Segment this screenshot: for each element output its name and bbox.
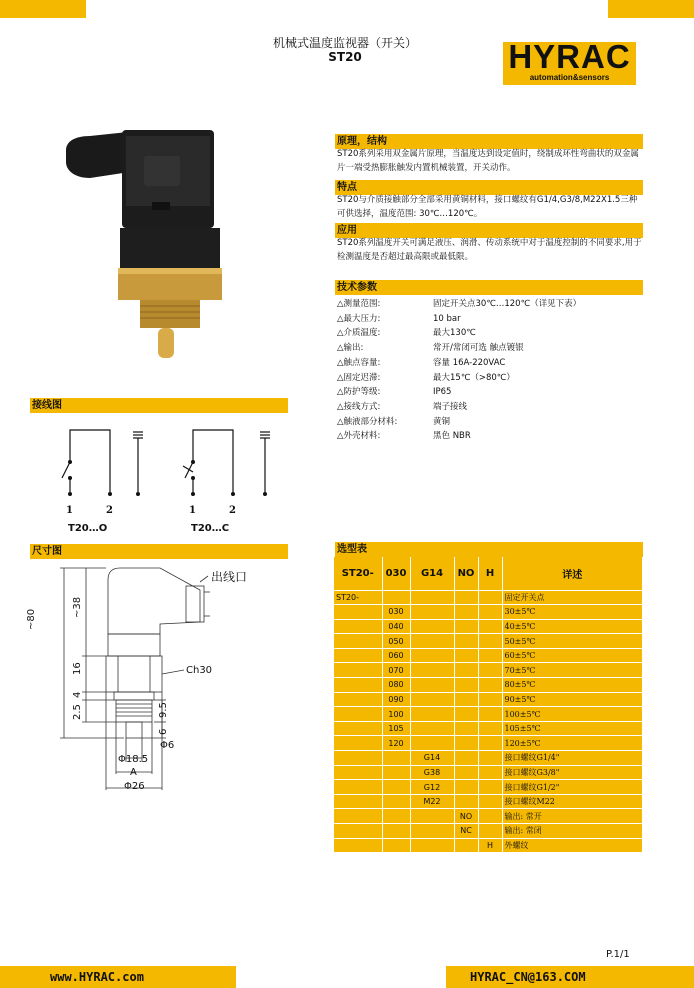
- table-cell: [382, 590, 410, 605]
- table-cell: [478, 605, 502, 620]
- application-heading: 应用: [335, 223, 643, 238]
- page-number: P.1/1: [606, 949, 630, 960]
- table-cell: [334, 663, 382, 678]
- table-cell: [454, 692, 478, 707]
- table-cell: 100±5℃: [502, 707, 643, 722]
- table-cell: [334, 678, 382, 693]
- table-cell: [454, 736, 478, 751]
- table-cell: [334, 692, 382, 707]
- table-cell: 090: [382, 692, 410, 707]
- spec-value: 黑色 NBR: [433, 431, 471, 442]
- table-cell: [410, 590, 454, 605]
- table-row: [334, 634, 643, 649]
- footer-right: [446, 966, 694, 988]
- table-cell: [478, 648, 502, 663]
- spec-value: 黄铜: [433, 416, 451, 427]
- spec-row: [337, 385, 637, 400]
- table-cell: [410, 809, 454, 824]
- table-row: [334, 707, 643, 722]
- footer-email[interactable]: HYRAC_CN@163.COM: [470, 970, 586, 984]
- table-cell: [478, 707, 502, 722]
- table-row: [334, 619, 643, 634]
- principle-text: ST20系列采用双金属片原理，当温度达到设定值时，绕制成环性弯曲状的双金属片一端受热膨胀触发内置机械装置，开关动作。: [337, 149, 639, 173]
- table-cell: 030: [382, 605, 410, 620]
- table-cell: [454, 707, 478, 722]
- logo-tagline: automation&sensors: [529, 73, 610, 82]
- table-row: [334, 648, 643, 663]
- table-cell: [454, 765, 478, 780]
- table-cell: [478, 765, 502, 780]
- table-cell: 70±5℃: [502, 663, 643, 678]
- table-cell: [334, 751, 382, 766]
- table-cell: G38: [410, 765, 454, 780]
- table-cell: [410, 692, 454, 707]
- table-cell: 105±5℃: [502, 721, 643, 736]
- table-cell: [410, 736, 454, 751]
- spec-row: [337, 400, 637, 415]
- table-row: [334, 678, 643, 693]
- table-row: [334, 794, 643, 809]
- table-cell: 接口螺纹G1/4": [502, 751, 643, 766]
- table-header-cell: 030: [382, 557, 410, 590]
- table-cell: [454, 751, 478, 766]
- spec-value: 常开/常闭可选 触点镀银: [433, 343, 524, 354]
- table-cell: [478, 736, 502, 751]
- dim-4-label: 4: [72, 691, 83, 698]
- application-text: ST20系列温度开关可满足液压、润滑、传动系统中对于温度控制的不同要求,用于检测温度是否超过最高限或最低限。: [337, 238, 642, 262]
- table-cell: [334, 765, 382, 780]
- table-row: [334, 765, 643, 780]
- table-header-cell: H: [478, 557, 502, 590]
- table-cell: [454, 794, 478, 809]
- table-cell: [410, 634, 454, 649]
- table-row: [334, 605, 643, 620]
- dim-phi26-label: Φ26: [124, 781, 145, 792]
- table-cell: [382, 780, 410, 795]
- table-cell: [410, 648, 454, 663]
- spec-key: △输出:: [337, 343, 364, 354]
- table-cell: [454, 678, 478, 693]
- table-cell: 100: [382, 707, 410, 722]
- spec-row: [337, 356, 637, 371]
- spec-key: △测量范围:: [337, 299, 381, 309]
- table-cell: [334, 605, 382, 620]
- footer-left: [0, 966, 236, 988]
- table-cell: 接口螺纹G3/8": [502, 765, 643, 780]
- table-cell: 40±5℃: [502, 619, 643, 634]
- top-right-bar: [608, 0, 694, 18]
- table-row: [334, 751, 643, 766]
- table-cell: [334, 809, 382, 824]
- table-cell: [454, 721, 478, 736]
- table-cell: [382, 838, 410, 853]
- table-cell: 固定开关点: [502, 590, 643, 605]
- features-heading: 特点: [335, 180, 643, 195]
- table-cell: 080: [382, 678, 410, 693]
- spec-row: [337, 415, 637, 430]
- table-cell: 105: [382, 721, 410, 736]
- table-row: [334, 736, 643, 751]
- specs-heading: 技术参数: [335, 280, 643, 295]
- table-cell: 120±5℃: [502, 736, 643, 751]
- spec-value: 固定开关点30℃…120℃（详见下表）: [433, 299, 582, 309]
- table-cell: 30±5℃: [502, 605, 643, 620]
- wiring-t1-c: 1: [189, 505, 196, 516]
- table-cell: [478, 634, 502, 649]
- table-row: [334, 780, 643, 795]
- table-cell: 040: [382, 619, 410, 634]
- table-cell: [478, 751, 502, 766]
- spec-row: [337, 341, 637, 356]
- dimensions-heading: [30, 544, 288, 559]
- dim-80-label: ~80: [26, 608, 37, 630]
- dimensions-heading-label: 尺寸图: [32, 546, 62, 557]
- dim-6-label: 6: [158, 728, 169, 735]
- table-row: [334, 721, 643, 736]
- dim-25-label: 2.5: [72, 704, 83, 720]
- table-cell: G14: [410, 751, 454, 766]
- table-cell: 90±5℃: [502, 692, 643, 707]
- table-cell: ST20-: [334, 590, 382, 605]
- table-cell: [454, 663, 478, 678]
- table-cell: 120: [382, 736, 410, 751]
- dim-38-label: ~38: [72, 596, 83, 618]
- spec-key: △防护等级:: [337, 387, 381, 398]
- table-cell: 80±5℃: [502, 678, 643, 693]
- table-cell: [454, 619, 478, 634]
- table-row: [334, 692, 643, 707]
- spec-value: 10 bar: [433, 313, 461, 324]
- dim-16-label: 16: [72, 662, 83, 675]
- table-cell: [410, 721, 454, 736]
- table-header-row: [334, 557, 643, 590]
- dim-95-label: 9.5: [158, 702, 169, 718]
- spec-key: △固定迟滞:: [337, 372, 381, 383]
- table-header-cell: G14: [410, 557, 454, 590]
- wiring-t1-o: 1: [66, 505, 73, 516]
- table-cell: [410, 707, 454, 722]
- spec-value: IP65: [433, 387, 452, 398]
- spec-value: 端子接线: [433, 401, 468, 412]
- table-row: [334, 809, 643, 824]
- spec-key: △触点容量:: [337, 357, 381, 368]
- spec-row: [337, 326, 637, 341]
- table-cell: [454, 780, 478, 795]
- wiring-diagram: [40, 420, 290, 540]
- table-cell: [410, 605, 454, 620]
- table-cell: [334, 707, 382, 722]
- dim-outlet-label: 出线口: [211, 570, 248, 584]
- table-cell: [454, 590, 478, 605]
- selection-table: [334, 557, 643, 853]
- table-header-cell: 详述: [502, 557, 643, 590]
- dim-phi6-label: Φ6: [160, 740, 175, 751]
- wiring-label-o: T20…O: [68, 523, 108, 534]
- table-cell: [334, 780, 382, 795]
- table-cell: NO: [454, 809, 478, 824]
- table-cell: [334, 648, 382, 663]
- table-cell: [478, 794, 502, 809]
- dimension-drawing: [50, 562, 290, 802]
- wiring-t2-o: 2: [106, 505, 113, 516]
- spec-key: △介质温度:: [337, 328, 381, 339]
- table-cell: 060: [382, 648, 410, 663]
- table-cell: [410, 663, 454, 678]
- table-cell: [334, 619, 382, 634]
- table-cell: [478, 809, 502, 824]
- table-cell: [410, 824, 454, 839]
- table-cell: [334, 838, 382, 853]
- table-cell: [382, 794, 410, 809]
- spec-value: 最大15℃（>80℃）: [433, 372, 515, 383]
- table-cell: [334, 721, 382, 736]
- page-title: 机械式温度监视器（开关）: [272, 36, 417, 50]
- dim-a-label: A: [130, 767, 137, 778]
- spec-row: [337, 429, 637, 444]
- table-cell: [334, 794, 382, 809]
- table-cell: 60±5℃: [502, 648, 643, 663]
- spec-key: △触液部分材料:: [337, 416, 398, 427]
- table-cell: [478, 678, 502, 693]
- table-cell: G12: [410, 780, 454, 795]
- table-cell: [410, 678, 454, 693]
- table-cell: 50±5℃: [502, 634, 643, 649]
- table-cell: [478, 619, 502, 634]
- table-cell: [454, 605, 478, 620]
- logo: [503, 38, 636, 85]
- table-cell: M22: [410, 794, 454, 809]
- table-cell: [410, 619, 454, 634]
- table-cell: [382, 824, 410, 839]
- table-row: [334, 838, 643, 853]
- table-cell: 070: [382, 663, 410, 678]
- table-cell: [478, 780, 502, 795]
- table-cell: H: [478, 838, 502, 853]
- table-cell: [454, 648, 478, 663]
- table-cell: [478, 692, 502, 707]
- wiring-label-c: T20…C: [191, 523, 230, 534]
- table-cell: [382, 809, 410, 824]
- spec-key: △最大压力:: [337, 313, 381, 324]
- spec-value: 最大130℃: [433, 328, 476, 339]
- spec-row: [337, 312, 637, 327]
- selection-heading: 选型表: [335, 542, 643, 557]
- table-cell: 050: [382, 634, 410, 649]
- table-cell: [478, 663, 502, 678]
- table-cell: 输出: 常开: [502, 809, 643, 824]
- logo-name: HYRAC: [508, 38, 631, 75]
- table-cell: [410, 838, 454, 853]
- dim-phi185-label: Φ18.5: [118, 754, 149, 765]
- table-cell: [334, 634, 382, 649]
- table-cell: [334, 736, 382, 751]
- table-cell: 接口螺纹G1/2": [502, 780, 643, 795]
- table-row: [334, 590, 643, 605]
- wiring-heading-label: 接线图: [32, 400, 62, 411]
- dim-ch-label: Ch30: [186, 665, 213, 676]
- footer-website[interactable]: www.HYRAC.com: [50, 970, 144, 984]
- spec-key: △外壳材料:: [337, 431, 381, 442]
- table-header-cell: ST20-: [334, 557, 382, 590]
- spec-key: △接线方式:: [337, 401, 381, 412]
- model-title: ST20: [328, 50, 362, 64]
- table-cell: [454, 838, 478, 853]
- table-row: [334, 824, 643, 839]
- table-header-cell: NO: [454, 557, 478, 590]
- spec-value: 容量 16A-220VAC: [433, 357, 506, 368]
- principle-heading: 原理，结构: [335, 134, 643, 149]
- top-left-bar: [0, 0, 86, 18]
- table-cell: 接口螺纹M22: [502, 794, 643, 809]
- wiring-t2-c: 2: [229, 505, 236, 516]
- table-cell: [334, 824, 382, 839]
- table-row: [334, 663, 643, 678]
- product-photo: [60, 128, 235, 363]
- table-cell: [454, 634, 478, 649]
- spec-row: [337, 297, 637, 312]
- table-cell: NC: [454, 824, 478, 839]
- wiring-heading: [30, 398, 288, 413]
- table-cell: [478, 590, 502, 605]
- table-cell: 输出: 常闭: [502, 824, 643, 839]
- table-cell: [382, 765, 410, 780]
- spec-row: [337, 371, 637, 386]
- features-text: ST20与介质接触部分全部采用黄铜材料，接口螺纹有G1/4,G3/8,M22X1.5三种可供选择，温度范围: 30℃…120℃。: [337, 195, 638, 219]
- table-cell: [382, 751, 410, 766]
- table-cell: [478, 824, 502, 839]
- table-cell: [478, 721, 502, 736]
- table-cell: 外螺纹: [502, 838, 643, 853]
